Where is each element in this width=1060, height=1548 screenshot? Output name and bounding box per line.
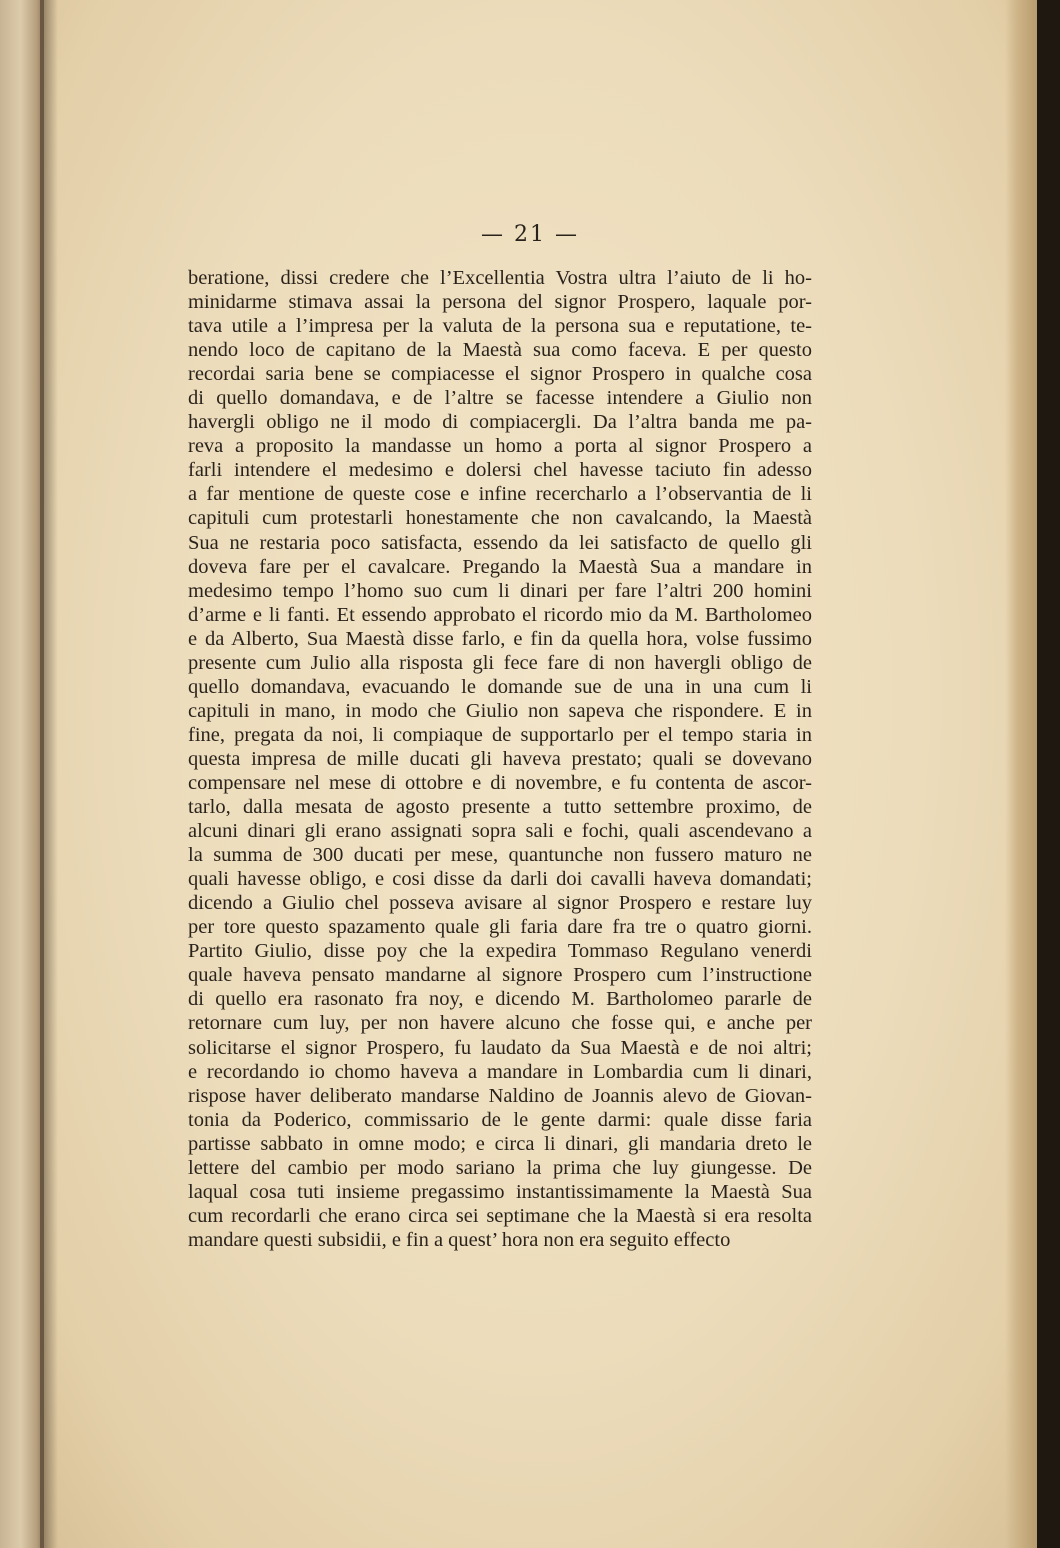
text-line: quali havesse obligo, e cosi disse da darli doi cavalli haveva domandati;	[188, 868, 812, 891]
text-line: quello domandava, evacuando le domande sue de una in una cum li	[188, 675, 812, 698]
text-line: mandare questi subsidii, e fin a quest’ hora non era seguito effecto	[188, 1228, 731, 1251]
text-line: recordai saria bene se compiacesse el signor Prospero in qualche cosa	[188, 363, 812, 386]
text-line: solicitarse el signor Prospero, fu laudato da Sua Maestà e de noi altri;	[188, 1036, 812, 1059]
text-line: beratione, dissi credere che l’Excellentia Vostra ultra l’aiuto de li ho-	[188, 267, 812, 289]
text-line: tonia da Poderico, commissario de le gente darmi: quale disse faria	[188, 1108, 812, 1131]
text-line: partisse sabbato in omne modo; e circa li dinari, gli mandaria dreto le	[188, 1132, 812, 1155]
text-line: havergli obligo ne il modo di compiacergli. Da l’altra banda me pa-	[188, 411, 812, 434]
text-line: retornare cum luy, per non havere alcuno che fosse qui, e anche per	[188, 1012, 812, 1035]
text-line: medesimo tempo l’homo suo cum li dinari per fare l’altri 200 homini	[188, 579, 812, 602]
text-line: alcuni dinari gli erano assignati sopra sali e fochi, quali ascendevano a	[188, 820, 812, 843]
text-line: e da Alberto, Sua Maestà disse farlo, e fin da quella hora, volse fussimo	[188, 627, 812, 650]
text-line: presente cum Julio alla risposta gli fece fare di non havergli obligo de	[188, 651, 812, 674]
text-line: reva a proposito la mandasse un homo a porta al signor Prospero a	[188, 435, 812, 458]
text-line: lettere del cambio per modo sariano la prima che luy giungesse. De	[188, 1156, 812, 1179]
text-line: capituli in mano, in modo che Giulio non sapeva che rispondere. E in	[188, 699, 812, 722]
text-line: di quello era rasonato fra noy, e dicendo M. Bartholomeo pararle de	[188, 988, 812, 1011]
text-line: laqual cosa tuti insieme pregassimo instantissimamente la Maestà Sua	[188, 1180, 812, 1203]
page-number: — 21 —	[481, 222, 579, 247]
text-line: rispose haver deliberato mandarse Naldino de Joannis alevo de Giovan-	[188, 1084, 812, 1107]
text-line: tarlo, dalla mesata de agosto presente a tutto settembre proximo, de	[188, 796, 812, 819]
text-line: dicendo a Giulio chel posseva avisare al signor Prospero e restare luy	[188, 892, 812, 915]
text-line: di quello domandava, e de l’altre se facesse intendere a Giulio non	[188, 387, 812, 410]
text-line: fine, pregata da noi, li compiaque de supportarlo per el tempo staria in	[188, 723, 812, 746]
text-line: Sua ne restaria poco satisfacta, essendo da lei satisfacto de quello gli	[188, 531, 812, 554]
text-line: per tore questo spazamento quale gli faria dare fra tre o quatro giorni.	[188, 916, 812, 939]
text-line: doveva fare per el cavalcare. Pregando la Maestà Sua a mandare in	[188, 555, 812, 578]
text-line: minidarme stimava assai la persona del signor Prospero, laquale por-	[188, 291, 812, 314]
text-line: farli intendere el medesimo e dolersi chel havesse taciuto fin adesso	[188, 459, 812, 482]
text-line: e recordando io chomo haveva a mandare in Lombardia cum li dinari,	[188, 1060, 812, 1083]
text-line: compensare nel mese di ottobre e di novembre, e fu contenta de ascor-	[188, 771, 812, 794]
text-line: capituli cum protestarli honestamente che non cavalcando, la Maestà	[188, 507, 812, 530]
text-line: Partito Giulio, disse poy che la expedira Tommaso Regulano venerdi	[188, 940, 812, 963]
text-line: questa impresa de mille ducati gli haveva prestato; quali se dovevano	[188, 747, 812, 770]
text-line: cum recordarli che erano circa sei septimane che la Maestà si era resolta	[188, 1204, 812, 1227]
body-text	[188, 266, 812, 1252]
text-line: a far mentione de queste cose e infine recercharlo a l’observantia de li	[188, 483, 812, 506]
text-line: tava utile a l’impresa per la valuta de la persona sua e reputatione, te-	[188, 315, 812, 338]
text-line: quale haveva pensato mandarne al signore Prospero cum l’instructione	[188, 964, 812, 987]
text-line: la summa de 300 ducati per mese, quantunche non fussero maturo ne	[188, 844, 812, 867]
text-line: d’arme e li fanti. Et essendo approbato el ricordo mio da M. Bartholomeo	[188, 603, 812, 626]
text-line: nendo loco de capitano de la Maestà sua como faceva. E per questo	[188, 339, 812, 362]
